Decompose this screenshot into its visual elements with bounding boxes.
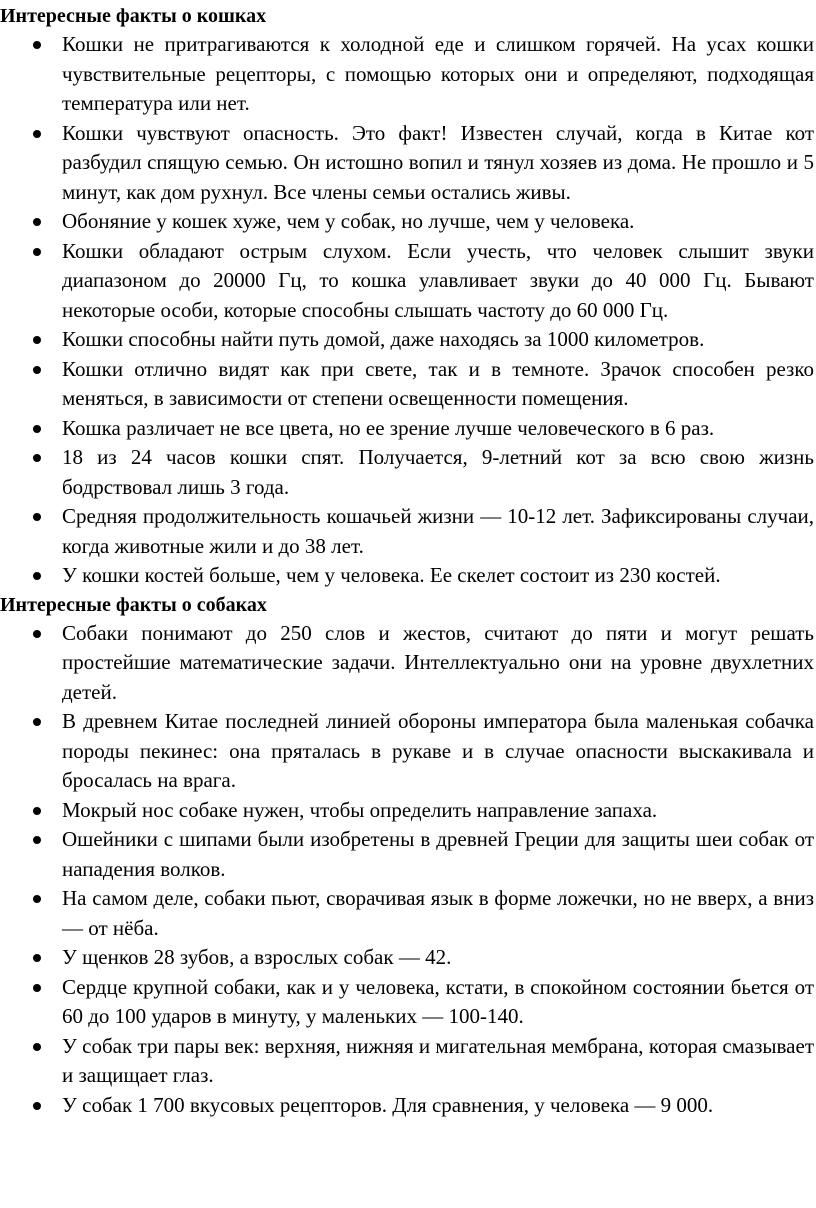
bullet-icon [33, 984, 41, 992]
bullet-icon [33, 807, 41, 815]
bullet-icon [33, 1043, 41, 1051]
list-item-text: Собаки понимают до 250 слов и жестов, считают до пяти и могут решать простейшие математические задачи. Интеллектуально они на уровне двухлетних детей. [62, 620, 814, 704]
list-item-text: Сердце крупной собаки, как и у человека, кстати, в спокойном состоянии бьется от 60 до 100 ударов в минуту, у маленьких — 100-140. [62, 974, 814, 1028]
list-item [0, 973, 814, 1032]
list-item [0, 30, 814, 119]
list-item-text: Кошки не притрагиваются к холодной еде и слишком горячей. На усах кошки чувствительные рецепторы, с помощью которых они и определяют, подходящая температура или нет. [62, 32, 814, 115]
list-item [0, 707, 814, 796]
list-item [0, 1032, 814, 1091]
bullet-icon [33, 1102, 41, 1110]
list-item [0, 943, 814, 973]
list-item [0, 1091, 814, 1121]
list-item-text: Средняя продолжительность кошачьей жизни — 10-12 лет. Зафиксированы случаи, когда животные жили и до 38 лет. [62, 504, 814, 558]
list-item-text: У кошки костей больше, чем у человека. Ее скелет состоит из 230 костей. [62, 563, 721, 587]
bullet-icon [33, 218, 41, 226]
list-item-text: Кошка различает не все цвета, но ее зрение лучше человеческого в 6 раз. [62, 415, 715, 440]
bullet-icon [33, 954, 41, 962]
list-item-text: Кошки отлично видят как при свете, так и в темноте. Зрачок способен резко меняться, в зависимости от степени освещенности помещения. [62, 356, 814, 410]
bullet-icon [33, 248, 41, 256]
dogs-facts-list [0, 619, 814, 1121]
list-item [0, 619, 814, 708]
list-item-text: Ошейники с шипами были изобретены в древней Греции для защиты шеи собак от нападения волков. [62, 827, 814, 881]
bullet-icon [33, 425, 41, 433]
cats-facts-list [0, 30, 814, 591]
bullet-icon [33, 454, 41, 462]
list-item [0, 443, 814, 502]
list-item-text: Мокрый нос собаке нужен, чтобы определить направление запаха. [62, 797, 658, 822]
list-item-text: В древнем Китае последней линией обороны императора была маленькая собачка породы пекинес: она пряталась в рукаве и в случае опасности выскакивала и бросалась на врага. [62, 709, 814, 792]
list-item [0, 207, 814, 237]
dogs-section-heading: Интересные факты о собаках [0, 593, 267, 616]
list-item [0, 355, 814, 414]
bullet-icon [33, 836, 41, 844]
list-item-text: У собак 1 700 вкусовых рецепторов. Для сравнения, у человека — 9 000. [62, 1092, 714, 1117]
bullet-icon [33, 718, 41, 726]
list-item [0, 414, 814, 444]
list-item-text: 18 из 24 часов кошки спят. Получается, 9-летний кот за всю свою жизнь бодрствовал лишь 3 года. [62, 445, 814, 499]
list-item-text: Обоняние у кошек хуже, чем у собак, но лучше, чем у человека. [62, 209, 635, 233]
bullet-icon [33, 336, 41, 344]
list-item [0, 796, 814, 826]
bullet-icon [33, 895, 41, 903]
list-item [0, 561, 814, 591]
list-item [0, 119, 814, 208]
list-item [0, 884, 814, 943]
bullet-icon [33, 366, 41, 374]
bullet-icon [33, 572, 41, 580]
list-item-text: У щенков 28 зубов, а взрослых собак — 42. [62, 945, 452, 969]
bullet-icon [33, 130, 41, 138]
cats-section-heading: Интересные факты о кошках [0, 5, 267, 27]
list-item [0, 237, 814, 326]
list-item-text: Кошки способны найти путь домой, даже находясь за 1000 километров. [62, 327, 705, 351]
list-item [0, 502, 814, 561]
list-item-text: На самом деле, собаки пьют, сворачивая язык в форме ложечки, но не вверх, а вниз — от нёба. [62, 886, 814, 940]
list-item-text: Кошки чувствуют опасность. Это факт! Известен случай, когда в Китае кот разбудил спящую семью. Он истошно вопил и тянул хозяев из дома. Не прошло и 5 минут, как дом рухнул. Все члены семьи остались живы. [62, 120, 814, 204]
list-item [0, 825, 814, 884]
list-item [0, 325, 814, 355]
bullet-icon [33, 41, 41, 49]
bullet-icon [33, 630, 41, 638]
list-item-text: Кошки обладают острым слухом. Если учесть, что человек слышит звуки диапазоном до 20000 Гц, то кошка улавливает звуки до 40 000 Гц. Бывают некоторые особи, которые способны слышать частоту до 60 000 Гц. [62, 238, 814, 322]
list-item-text: У собак три пары век: верхняя, нижняя и мигательная мембрана, которая смазывает и защищает глаз. [62, 1033, 814, 1087]
bullet-icon [33, 513, 41, 521]
